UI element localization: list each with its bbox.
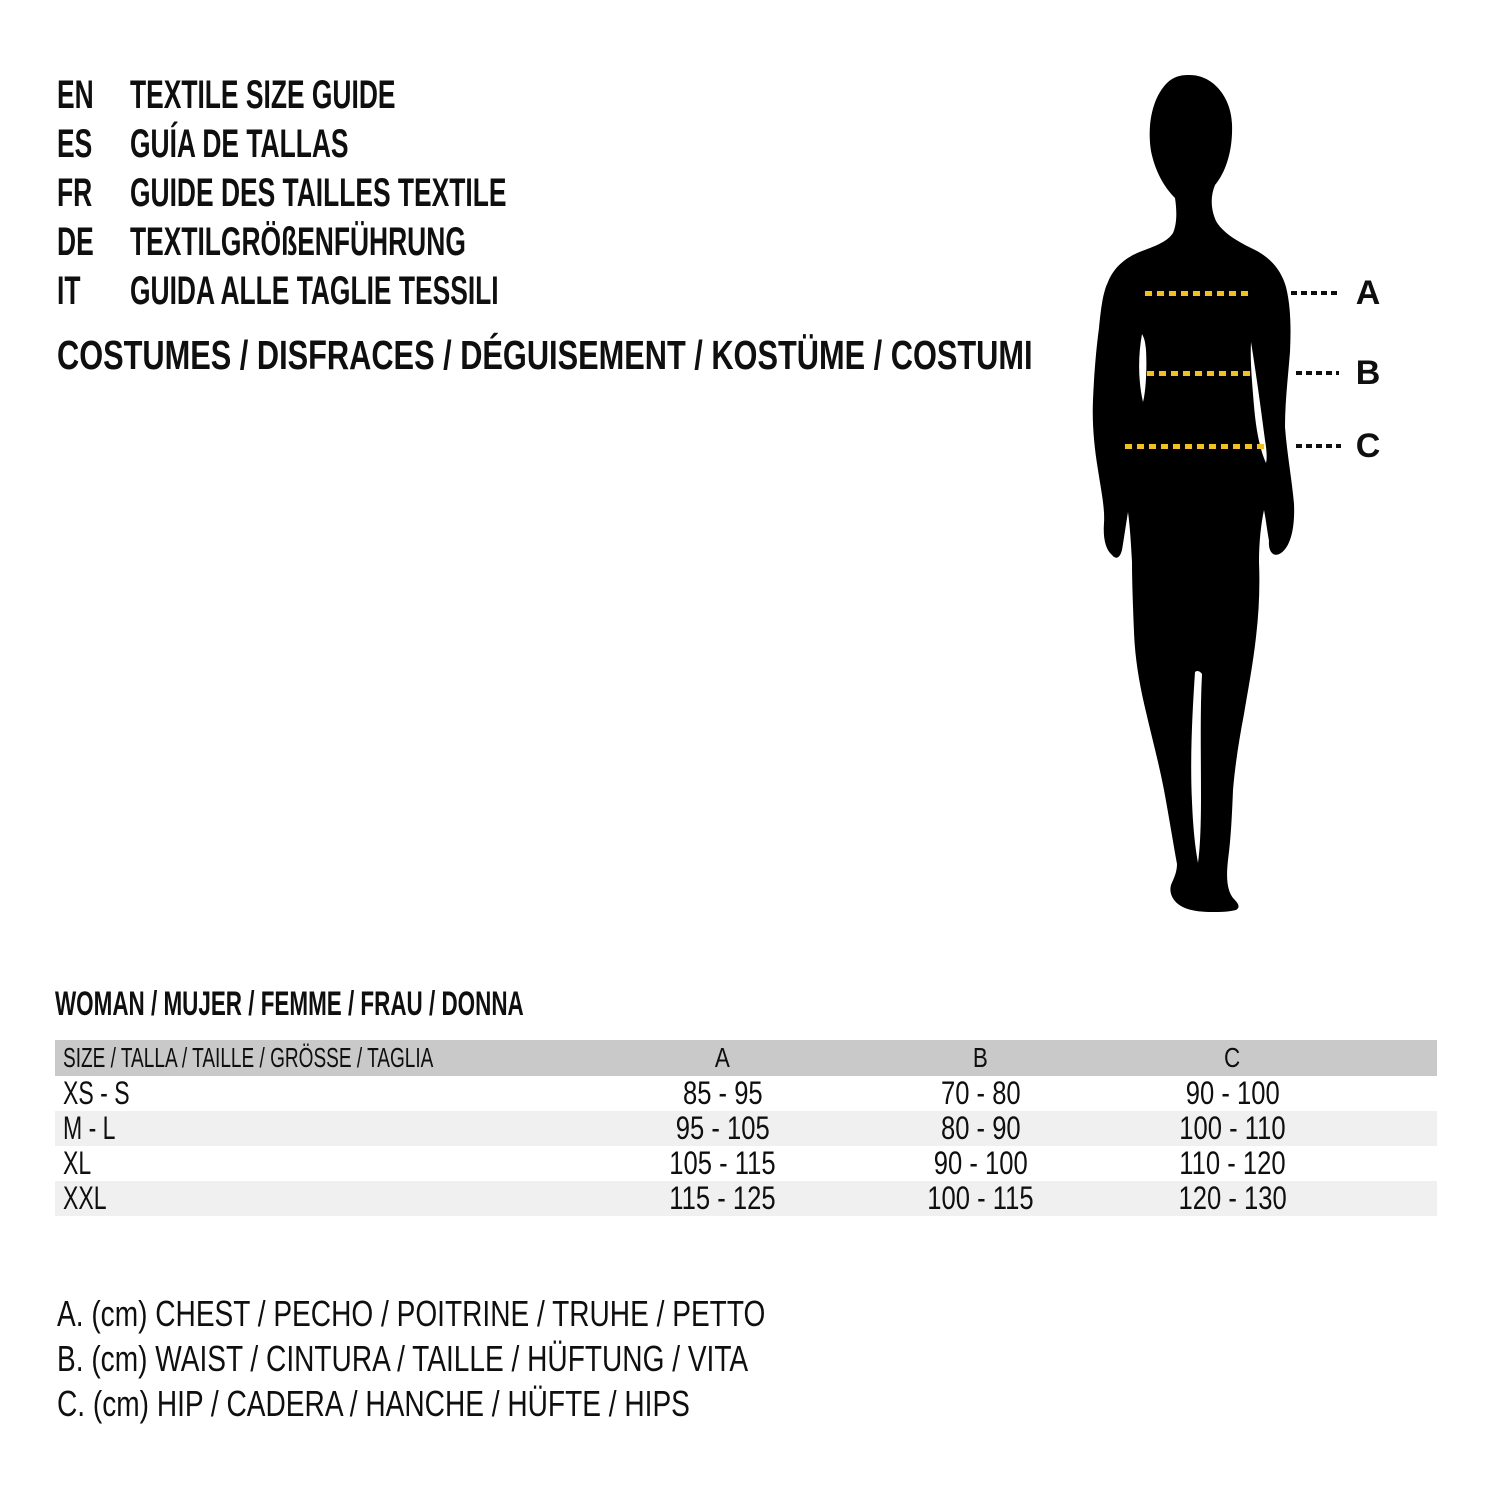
language-row-es xyxy=(57,120,700,169)
language-code: IT xyxy=(57,269,81,313)
measurement-legend xyxy=(57,1291,965,1426)
header-col-c: C xyxy=(1224,1042,1241,1073)
waist-dash-black xyxy=(1296,371,1339,375)
value-c: 120 - 130 xyxy=(1178,1180,1287,1216)
value-c: 90 - 100 xyxy=(1185,1075,1280,1111)
size-cell: XXL xyxy=(63,1180,107,1216)
size-cell: XL xyxy=(63,1145,92,1181)
language-row-de xyxy=(57,218,700,267)
table-row-m-l xyxy=(55,1111,1437,1146)
language-title: TEXTILGRÖßENFÜHRUNG xyxy=(130,220,466,264)
language-code: EN xyxy=(57,73,94,117)
language-title: GUIDA ALLE TAGLIE TESSILI xyxy=(130,269,499,313)
language-code: ES xyxy=(57,122,93,166)
section-title-woman: WOMAN / MUJER / FEMME / FRAU / DONNA xyxy=(55,985,524,1023)
header-col-a: A xyxy=(715,1042,730,1073)
value-a: 95 - 105 xyxy=(675,1110,770,1146)
measure-label-c: C xyxy=(1355,427,1381,465)
header-size-cell: SIZE / TALLA / TAILLE / GRÖSSE / TAGLIA xyxy=(63,1042,434,1073)
chest-dash-black xyxy=(1291,291,1339,295)
woman-silhouette-graphic xyxy=(1085,72,1300,912)
value-b: 70 - 80 xyxy=(940,1075,1021,1111)
legend-hip: C. (cm) HIP / CADERA / HANCHE / HÜFTE / HIPS xyxy=(57,1383,690,1424)
chest-dash-yellow xyxy=(1145,291,1251,296)
category-title: COSTUMES / DISFRACES / DÉGUISEMENT / KOSTÜME / COSTUMI xyxy=(57,332,1033,378)
language-code: FR xyxy=(57,171,93,215)
value-c: 100 - 110 xyxy=(1179,1110,1286,1146)
waist-dash-yellow xyxy=(1147,371,1251,376)
table-row-xl xyxy=(55,1146,1437,1181)
hip-dash-yellow xyxy=(1125,444,1267,449)
legend-chest: A. (cm) CHEST / PECHO / POITRINE / TRUHE / PETTO xyxy=(57,1293,766,1334)
value-b: 90 - 100 xyxy=(933,1145,1028,1181)
value-c: 110 - 120 xyxy=(1179,1145,1286,1181)
header-col-b: B xyxy=(973,1042,988,1073)
measure-label-a: A xyxy=(1355,274,1381,312)
measure-label-b: B xyxy=(1355,354,1381,392)
language-title: GUIDE DES TAILLES TEXTILE xyxy=(130,171,507,215)
value-a: 115 - 125 xyxy=(669,1180,776,1216)
value-b: 100 - 115 xyxy=(927,1180,1034,1216)
value-b: 80 - 90 xyxy=(940,1110,1021,1146)
table-row-xs-s xyxy=(55,1076,1437,1111)
language-row-it xyxy=(57,267,700,316)
language-row-en xyxy=(57,71,700,120)
size-cell: M - L xyxy=(63,1110,116,1146)
size-table xyxy=(55,1040,1437,1216)
hip-dash-black xyxy=(1296,444,1341,448)
language-list xyxy=(57,71,700,316)
language-row-fr xyxy=(57,169,700,218)
value-a: 85 - 95 xyxy=(682,1075,763,1111)
legend-waist: B. (cm) WAIST / CINTURA / TAILLE / HÜFTUNG / VITA xyxy=(57,1338,749,1379)
table-row-xxl xyxy=(55,1181,1437,1216)
language-code: DE xyxy=(57,220,94,264)
size-cell: XS - S xyxy=(63,1075,130,1111)
language-title: GUÍA DE TALLAS xyxy=(130,122,349,166)
language-title: TEXTILE SIZE GUIDE xyxy=(130,73,396,117)
table-header-row xyxy=(55,1040,1437,1076)
woman-silhouette xyxy=(1085,72,1300,912)
value-a: 105 - 115 xyxy=(669,1145,776,1181)
